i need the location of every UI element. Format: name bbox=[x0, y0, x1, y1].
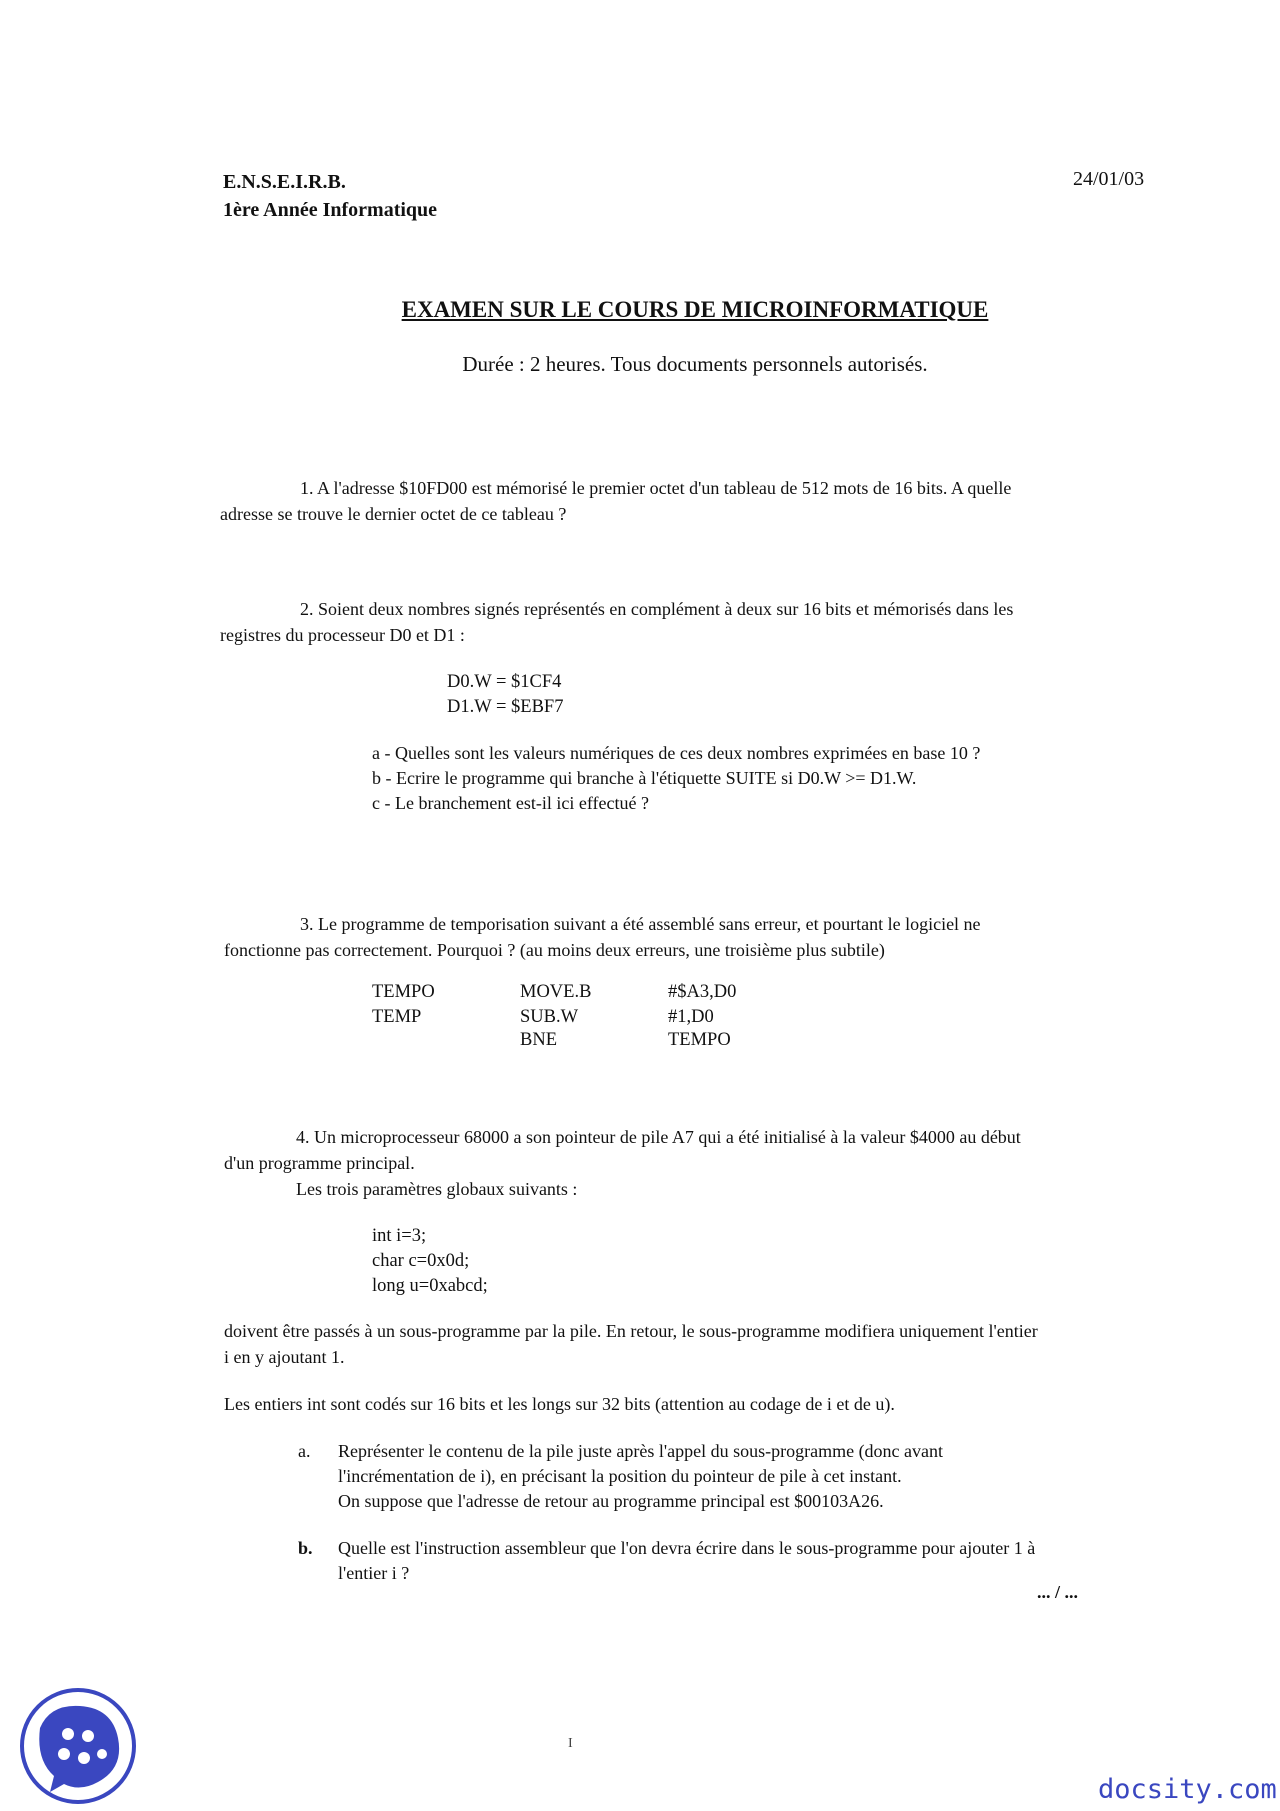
q4-line-6: Les entiers int sont codés sur 16 bits et les longs sur 32 bits (attention au codage de i et de u). bbox=[224, 1394, 895, 1414]
q3-line-2: fonctionne pas correctement. Pourquoi ? (au moins deux erreurs, une troisième plus subtile) bbox=[224, 940, 885, 960]
program-opcode: SUB.W bbox=[520, 1007, 579, 1027]
q4a-line-3: On suppose que l'adresse de retour au programme principal est $00103A26. bbox=[338, 1491, 884, 1511]
q2-line-2: registres du processeur D0 et D1 : bbox=[220, 625, 465, 645]
q4-code-int: int i=3; bbox=[372, 1226, 427, 1246]
q4b-line-1: Quelle est l'instruction assembleur que l'on devra écrire dans le sous-programme pour ajouter 1 à bbox=[338, 1538, 1036, 1558]
program-opcode: MOVE.B bbox=[520, 982, 592, 1002]
program-label: TEMPO bbox=[372, 982, 435, 1002]
q4a-line-1: Représenter le contenu de la pile juste après l'appel du sous-programme (donc avant bbox=[338, 1441, 944, 1461]
institution-block bbox=[223, 168, 437, 224]
q4-code-long: long u=0xabcd; bbox=[372, 1276, 488, 1296]
q4a-marker: a. bbox=[298, 1441, 311, 1461]
q4a-line-2: l'incrémentation de i), en précisant la position du pointeur de pile à cet instant. bbox=[338, 1466, 902, 1486]
q2-code-d0: D0.W = $1CF4 bbox=[447, 672, 562, 692]
q4-code-char: char c=0x0d; bbox=[372, 1251, 470, 1271]
docsity-logo-icon bbox=[20, 1688, 136, 1804]
program-label: TEMP bbox=[372, 1007, 422, 1027]
q4-line-5: i en y ajoutant 1. bbox=[224, 1347, 345, 1367]
exam-date: 24/01/03 bbox=[1073, 168, 1145, 190]
program-operand: #$A3,D0 bbox=[668, 982, 737, 1002]
q4-line-3: Les trois paramètres globaux suivants : bbox=[296, 1179, 578, 1199]
q2-item-c: c - Le branchement est-il ici effectué ? bbox=[372, 793, 650, 813]
q2-item-b: b - Ecrire le programme qui branche à l'étiquette SUITE si D0.W >= D1.W. bbox=[372, 768, 917, 788]
program-opcode: BNE bbox=[520, 1030, 557, 1050]
q1-line-2: adresse se trouve le dernier octet de ce tableau ? bbox=[220, 504, 567, 524]
study-year: 1ère Année Informatique bbox=[223, 199, 438, 221]
q4-line-4: doivent être passés à un sous-programme par la pile. En retour, le sous-programme modifiera uniquement l'entier bbox=[224, 1321, 1038, 1341]
q3-line-1: 3. Le programme de temporisation suivant a été assemblé sans erreur, et pourtant le logiciel ne bbox=[300, 914, 981, 934]
program-operand: TEMPO bbox=[668, 1030, 731, 1050]
q2-line-1: 2. Soient deux nombres signés représentés en complément à deux sur 16 bits et mémorisés dans les bbox=[300, 599, 1014, 619]
q4b-marker: b. bbox=[298, 1538, 313, 1558]
docsity-watermark: docsity.com bbox=[1098, 1774, 1277, 1805]
school-name: E.N.S.E.I.R.B. bbox=[223, 171, 346, 193]
q1-line-1: 1. A l'adresse $10FD00 est mémorisé le premier octet d'un tableau de 512 mots de 16 bits. A quelle bbox=[300, 478, 1012, 498]
q4b-line-2: l'entier i ? bbox=[338, 1563, 410, 1583]
q2-item-a: a - Quelles sont les valeurs numériques de ces deux nombres exprimées en base 10 ? bbox=[372, 743, 981, 763]
continuation-mark: ... / ... bbox=[1037, 1582, 1079, 1602]
q4-line-2: d'un programme principal. bbox=[224, 1153, 415, 1173]
exam-title: EXAMEN SUR LE COURS DE MICROINFORMATIQUE bbox=[401, 297, 989, 322]
exam-subtitle: Durée : 2 heures. Tous documents personnels autorisés. bbox=[462, 352, 928, 376]
page-mark: I bbox=[568, 1736, 573, 1751]
q4-line-1: 4. Un microprocesseur 68000 a son pointeur de pile A7 qui a été initialisé à la valeur $4000 au début bbox=[296, 1127, 1021, 1147]
program-operand: #1,D0 bbox=[668, 1007, 714, 1027]
q2-code-d1: D1.W = $EBF7 bbox=[447, 697, 564, 717]
